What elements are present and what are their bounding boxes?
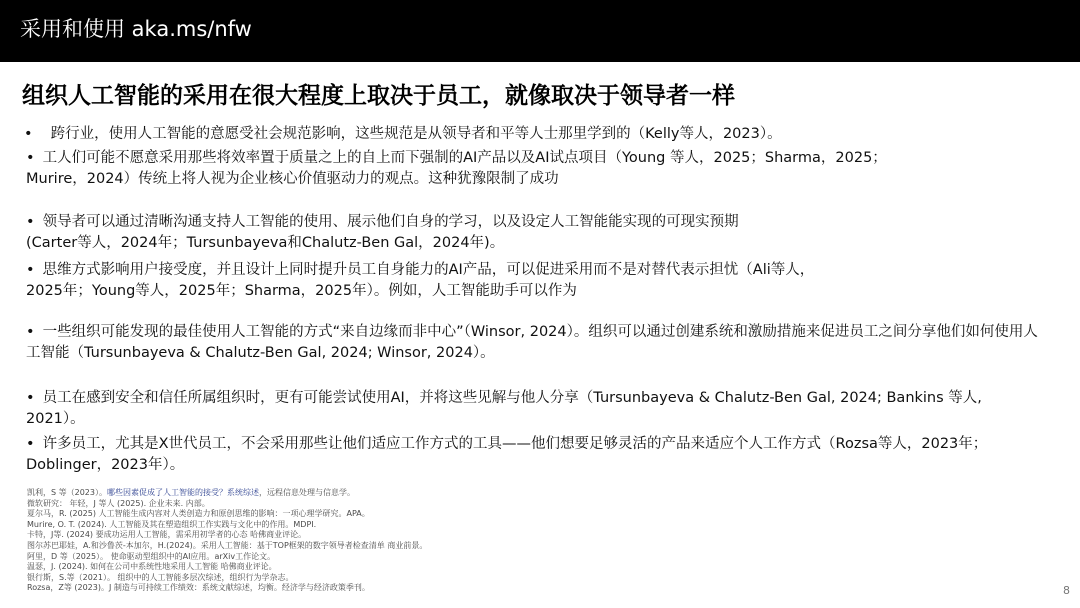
bullet-item bbox=[26, 260, 846, 302]
slide-heading: 组织人工智能的采用在很大程度上取决于员工，就像取决于领导者一样 bbox=[22, 83, 735, 109]
bullet-dot-icon: • bbox=[26, 436, 35, 452]
bullet-dot-icon: • bbox=[26, 262, 35, 278]
bullet-item bbox=[24, 124, 1064, 145]
bullet-item bbox=[26, 148, 926, 190]
bullet-text: 许多员工，尤其是X世代员工，不会采用那些让他们适应工作方式的工具——他们想要足够灵活的产品来适应个人工作方式（Rozsa等人，2023年；Doblinger，2023年）。 bbox=[26, 436, 988, 473]
bullet-item bbox=[26, 212, 786, 254]
bullet-text: 一些组织可能发现的最佳使用人工智能的方式“来自边缘而非中心”（Winsor, 2024）。组织可以通过创建系统和激励措施来促进员工之间分享他们如何使用人工智能（Tursunbayeva & Chalutz-Ben Gal, 2024; Winsor, 2024）。 bbox=[26, 324, 1038, 361]
bullet-text: 跨行业，使用人工智能的意愿受社会规范影响，这些规范是从领导者和平等人士那里学到的（Kelly等人，2023）。 bbox=[50, 126, 782, 142]
bullet-item bbox=[26, 388, 1036, 430]
bullet-dot-icon: • bbox=[24, 126, 33, 142]
reference-list bbox=[27, 488, 587, 594]
bullet-dot-icon: • bbox=[26, 324, 35, 340]
bullet-text: 工人们可能不愿意采用那些将效率置于质量之上的自上而下强制的AI产品以及AI试点项目（Young 等人，2025；Sharma，2025；Murire，2024）传统上将人视为企业核心价值驱动力的观点。这种犹豫限制了成功 bbox=[26, 150, 887, 187]
reference-item: 夏尔马，R. (2025) 人工智能生成内容对人类创造力和原创思维的影响：一项心理学研究。APA。 bbox=[27, 509, 370, 519]
reference-item: 温瑟，J. (2024). 如何在公司中系统性地采用人工智能 哈佛商业评论。 bbox=[27, 562, 277, 572]
reference-highlight: 哪些因素促成了人工智能的接受？系统综述 bbox=[106, 488, 259, 497]
bullet-text: 领导者可以通过清晰沟通支持人工智能的使用、展示他们自身的学习，以及设定人工智能能实现的可现实预期(Carter等人，2024年；Tursunbayeva和Chalutz-Ben Gal，2024年)。 bbox=[26, 214, 739, 251]
reference-item: 阿里，D 等（2025）。 使命驱动型组织中的AI应用。arXiv工作论文。 bbox=[27, 551, 276, 561]
reference-item: 银行斯，S.等（2021）。 组织中的人工智能多层次综述，组织行为学杂志。 bbox=[27, 572, 294, 582]
bullet-item bbox=[26, 434, 1038, 476]
page-number: 8 bbox=[1063, 584, 1070, 597]
bullet-item bbox=[26, 322, 1046, 364]
header-title: 采用和使用 aka.ms/nfw bbox=[20, 17, 252, 41]
bullet-dot-icon: • bbox=[26, 390, 35, 406]
bullet-text: 员工在感到安全和信任所属组织时，更有可能尝试使用AI，并将这些见解与他人分享（Tursunbayeva & Chalutz-Ben Gal, 2024; Bankins 等人, 2021）。 bbox=[26, 390, 982, 427]
reference-item: Murire, O. T. (2024). 人工智能及其在塑造组织工作实践与文化中的作用。MDPI. bbox=[27, 519, 317, 529]
reference-item: 凯利，S 等（2023）。哪些因素促成了人工智能的接受？系统综述，远程信息处理与信息学。 bbox=[27, 488, 355, 497]
reference-item: 图尔苏巴耶娃，A.和沙鲁茨-本加尔，H.(2024)。采用人工智能：基于TOP框架的数字领导者检查清单 商业前景。 bbox=[27, 540, 428, 550]
bullet-text: 思维方式影响用户接受度，并且设计上同时提升员工自身能力的AI产品，可以促进采用而不是对替代表示担忧（Ali等人，2025年；Young等人，2025年；Sharma，2025年）。例如，人工智能助手可以作为 bbox=[26, 262, 815, 299]
bullet-dot-icon: • bbox=[26, 150, 35, 166]
reference-item: 微软研究： 年轻，J 等人 (2025). 企业未来. 内部。 bbox=[27, 498, 210, 508]
reference-item: Rozsa，Z等 (2023)。J 制造与可持续工作绩效：系统文献综述，均衡。经济学与经济政策季刊。 bbox=[27, 583, 370, 593]
bullet-dot-icon: • bbox=[26, 214, 35, 230]
reference-item: 卡特，J等. (2024) 要成功运用人工智能，需采用初学者的心态 哈佛商业评论。 bbox=[27, 530, 307, 540]
